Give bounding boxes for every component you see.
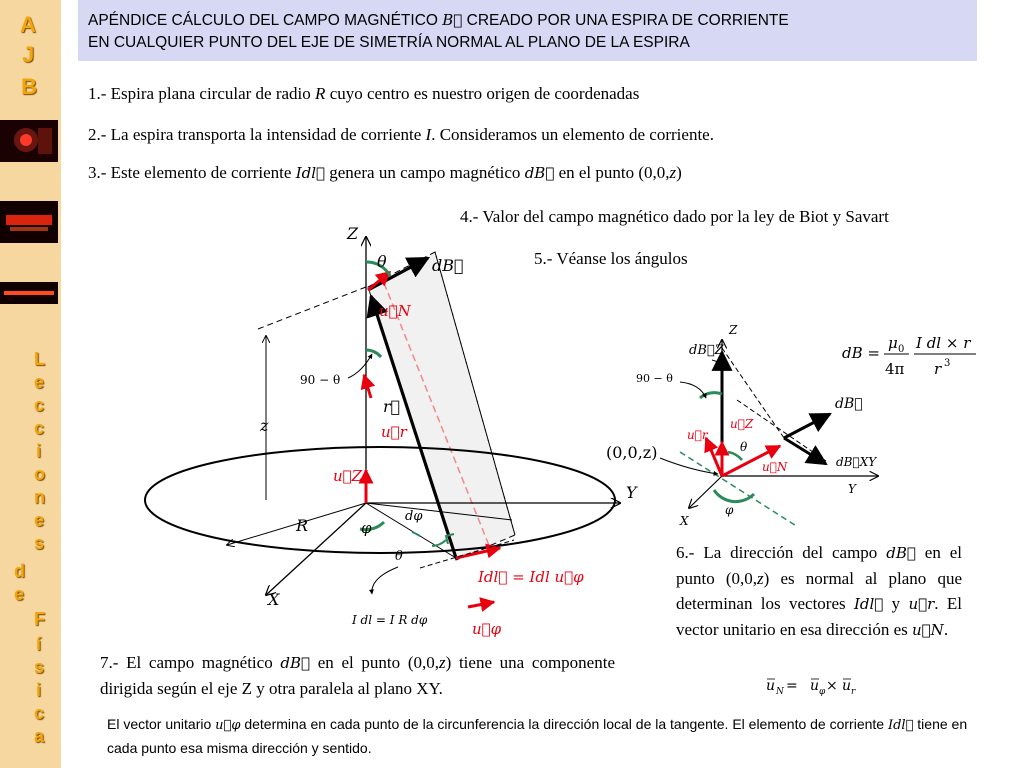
small-label-Y: Y xyxy=(848,482,856,496)
small-label-theta: θ xyxy=(740,440,748,454)
label-ur: u⃗r xyxy=(381,423,407,441)
uN-eq: = xyxy=(786,678,798,694)
label-z: z xyxy=(260,416,269,435)
uN-sub: N xyxy=(776,687,784,697)
small-dB-vector xyxy=(784,414,830,438)
formula-4pi: 4π xyxy=(885,360,905,378)
step-2: 2.- La espira transporta la intensidad de corriente I. Consideramos un elemento de corriente. xyxy=(88,125,714,144)
label-uN: u⃗N xyxy=(379,302,411,320)
sidebar-letter: e xyxy=(14,584,25,604)
label-Z: Z xyxy=(347,224,359,243)
small-label-Z: Z xyxy=(729,323,738,337)
formula-numerator: I dl × r xyxy=(916,334,971,352)
label-Idl-RdPhi: I dl = I R dφ xyxy=(352,613,428,627)
small-callout-point xyxy=(660,458,718,474)
label-R: R xyxy=(296,516,309,535)
theta-arc-low xyxy=(432,540,446,546)
formula-mu0: μ xyxy=(888,334,898,352)
sidebar-letter: í xyxy=(36,634,42,654)
title-line-2: EN CUALQUIER PUNTO DEL EJE DE SIMETRÍA NORMAL AL PLANO DE LA ESPIRA xyxy=(88,34,690,51)
small-label-dB: dB⃗ xyxy=(835,396,863,412)
sidebar-letter: e xyxy=(34,372,45,392)
uN-u2: u xyxy=(842,678,852,694)
small-label-phi: φ xyxy=(725,503,734,517)
small-label-dBXY: dB⃗XY xyxy=(836,455,877,469)
small-dBXY-vector xyxy=(784,438,826,464)
footer-note: El vector unitario u⃗φ determina en cada punto de la circunferencia la dirección local de la tangente. El elemento de corriente Idl⃗ tiene en cada punto esa misma dirección y sentido. xyxy=(107,716,968,756)
label-90-theta: 90 − θ xyxy=(300,373,341,387)
label-dB: dB⃗ xyxy=(432,256,464,275)
sidebar-letter: F xyxy=(34,609,45,629)
label-r: r⃗ xyxy=(383,397,401,416)
sidebar-letter: c xyxy=(34,703,45,723)
callout-90theta xyxy=(348,354,372,378)
title-line-1: APÉNDICE CÁLCULO DEL CAMPO MAGNÉTICO B⃗ CREADO POR UNA ESPIRA DE CORRIENTE xyxy=(88,11,789,29)
sidebar-letter: L xyxy=(34,349,45,369)
sidebar-letter: s xyxy=(34,533,45,553)
small-label-90theta: 90 − θ xyxy=(636,372,673,385)
uN-sub1: φ xyxy=(819,687,826,697)
formula-mu0-sub: 0 xyxy=(898,344,905,355)
step-5: 5.- Véanse los ángulos xyxy=(534,249,688,268)
biot-savart-formula xyxy=(842,334,976,378)
uN-sub2: r xyxy=(851,687,856,697)
step-4: 4.- Valor del campo magnético dado por la ley de Biot y Savart xyxy=(460,207,889,226)
label-Idl-eq: Idl⃗ = Idl u⃗φ xyxy=(478,568,584,586)
step-7: 7.- El campo magnético dB⃗ en el punto (0,0,z) tiene una componente dirigida según el eje Z y otra paralela al plano XY. xyxy=(100,653,615,698)
uN-formula xyxy=(766,678,856,697)
uN-u: u xyxy=(766,678,776,694)
step-6: 6.- La dirección del campo dB⃗ en el punto (0,0,z) es normal al plano que determinan los vectores Idl⃗ y u⃗r. El vector unitario en esa dirección es u⃗N. xyxy=(676,543,962,639)
small-diagram xyxy=(606,323,878,528)
label-dphi: dφ xyxy=(405,509,423,524)
small-label-ur: u⃗r xyxy=(687,428,708,442)
sidebar-letter: c xyxy=(34,418,45,438)
sidebar-letter: J xyxy=(22,42,35,67)
uN-times: × xyxy=(826,678,838,694)
ur-vector xyxy=(364,375,371,398)
small-label-point: (0,0,z) xyxy=(606,443,658,462)
step-3: 3.- Este elemento de corriente Idl⃗ genera un campo magnético dB⃗ en el punto (0,0,z) xyxy=(88,163,682,182)
small-label-uN: u⃗N xyxy=(762,460,788,474)
height-guide xyxy=(258,287,366,329)
sidebar-letter: a xyxy=(34,726,45,746)
ninety-theta-arc xyxy=(366,350,381,357)
sidebar-letter: i xyxy=(36,441,42,461)
sidebar-letter: e xyxy=(34,510,45,530)
sidebar-letter: c xyxy=(34,395,45,415)
small-label-uZ: u⃗Z xyxy=(730,417,754,431)
formula-denominator: r xyxy=(934,360,942,378)
label-uZ: u⃗Z xyxy=(333,467,363,485)
sidebar-letter: B xyxy=(21,74,37,99)
sidebar-letter: o xyxy=(34,464,45,484)
small-label-X: X xyxy=(680,514,689,528)
step-1: 1.- Espira plana circular de radio R cuyo centro es nuestro origen de coordenadas xyxy=(88,84,640,103)
label-X: X xyxy=(268,590,280,609)
uN-u1: u xyxy=(810,678,820,694)
label-theta-low: θ xyxy=(395,549,403,564)
label-phi: φ xyxy=(361,519,372,537)
label-Y: Y xyxy=(626,483,637,502)
sidebar-letter: s xyxy=(34,657,45,677)
label-theta: θ xyxy=(377,252,387,271)
uphi-vector xyxy=(468,602,494,607)
sidebar-letter: d xyxy=(14,561,25,581)
formula-lhs: dB = xyxy=(842,344,880,362)
small-label-dBZ: dB⃗Z xyxy=(689,343,724,358)
sidebar-letter: n xyxy=(34,487,45,507)
formula-den-sup: 3 xyxy=(944,358,951,369)
sidebar-letter: i xyxy=(36,680,42,700)
label-uphi: u⃗φ xyxy=(472,620,502,638)
dphi-arc xyxy=(412,532,420,536)
callout-Idl xyxy=(372,567,398,594)
current-loop xyxy=(145,447,615,553)
main-diagram xyxy=(145,224,638,638)
sidebar-letter: A xyxy=(20,12,36,37)
